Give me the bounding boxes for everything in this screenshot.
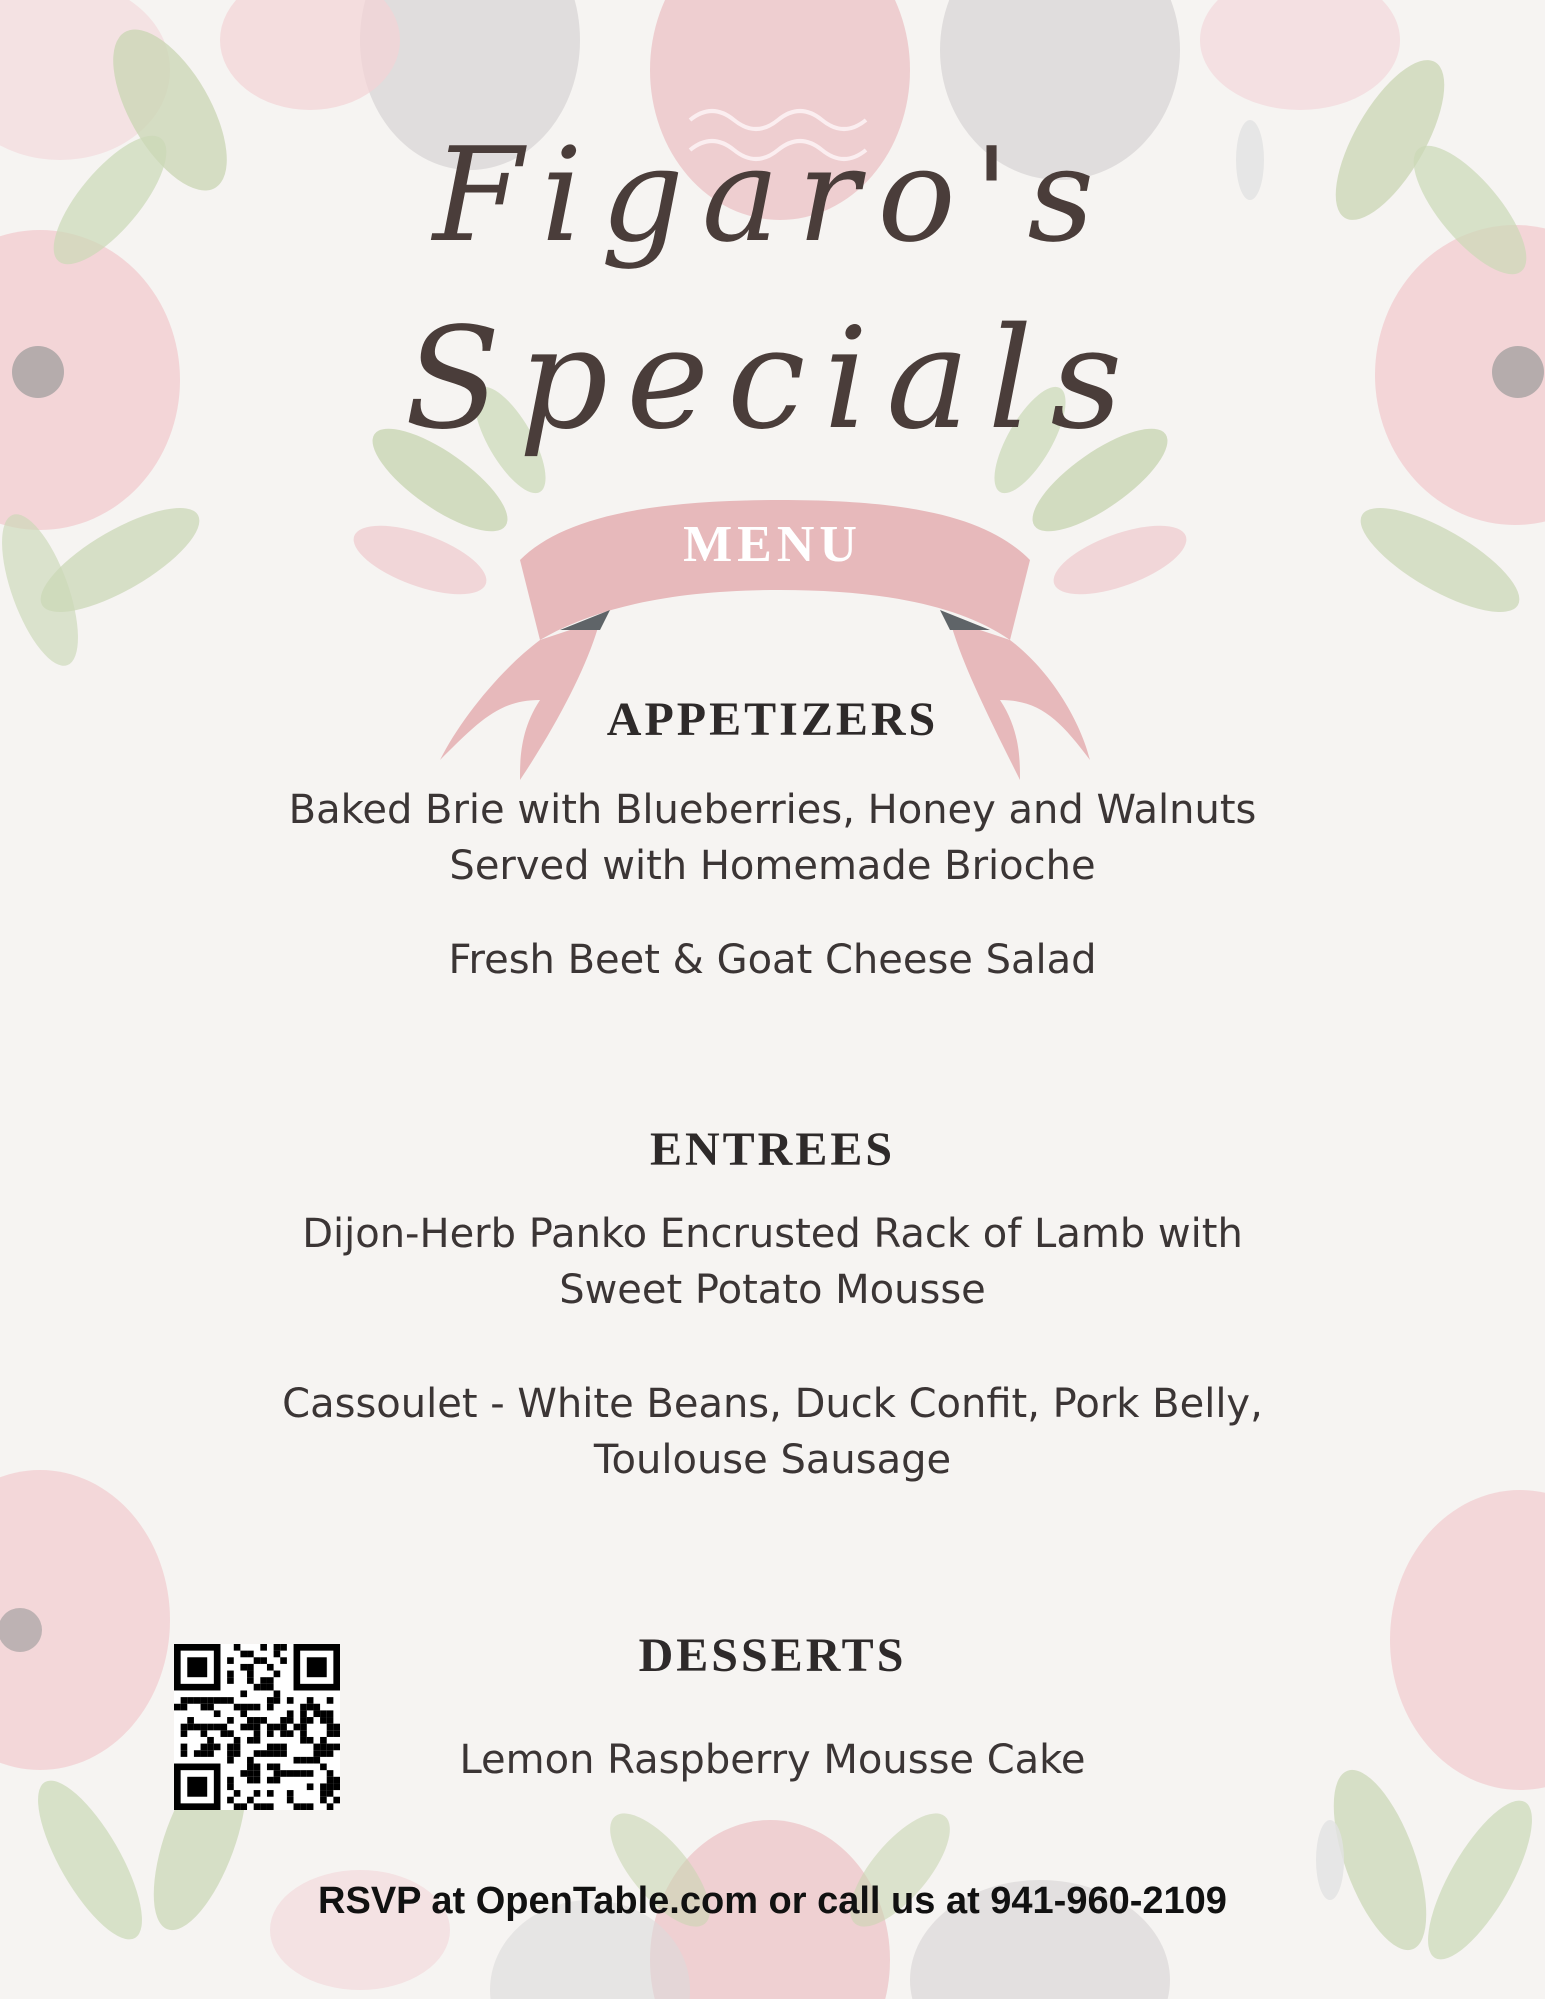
menu-item: Lemon Raspberry Mousse Cake [459, 1737, 1086, 1783]
page-title-line1: Figaro's [432, 119, 1113, 271]
menu-item: Cassoulet - White Beans, Duck Confit, Pork Belly, [282, 1381, 1263, 1427]
menu-item: Fresh Beet & Goat Cheese Salad [448, 937, 1097, 983]
ribbon-label: MENU [683, 516, 862, 573]
rsvp-footer: RSVP at OpenTable.com or call us at 941-960-2109 [318, 1880, 1227, 1922]
menu-item: Sweet Potato Mousse [559, 1267, 986, 1313]
qr-code-pattern [174, 1644, 340, 1810]
section-heading-entrees: ENTREES [649, 1123, 896, 1176]
qr-code[interactable] [174, 1644, 340, 1810]
section-heading-appetizers: APPETIZERS [606, 693, 939, 746]
menu-item: Baked Brie with Blueberries, Honey and Walnuts [288, 787, 1257, 833]
menu-item: Dijon-Herb Panko Encrusted Rack of Lamb with [302, 1211, 1243, 1257]
page-title-line2: Specials [404, 298, 1141, 461]
menu-item: Served with Homemade Brioche [449, 843, 1096, 889]
menu-item: Toulouse Sausage [593, 1437, 952, 1483]
section-heading-desserts: DESSERTS [638, 1629, 907, 1682]
